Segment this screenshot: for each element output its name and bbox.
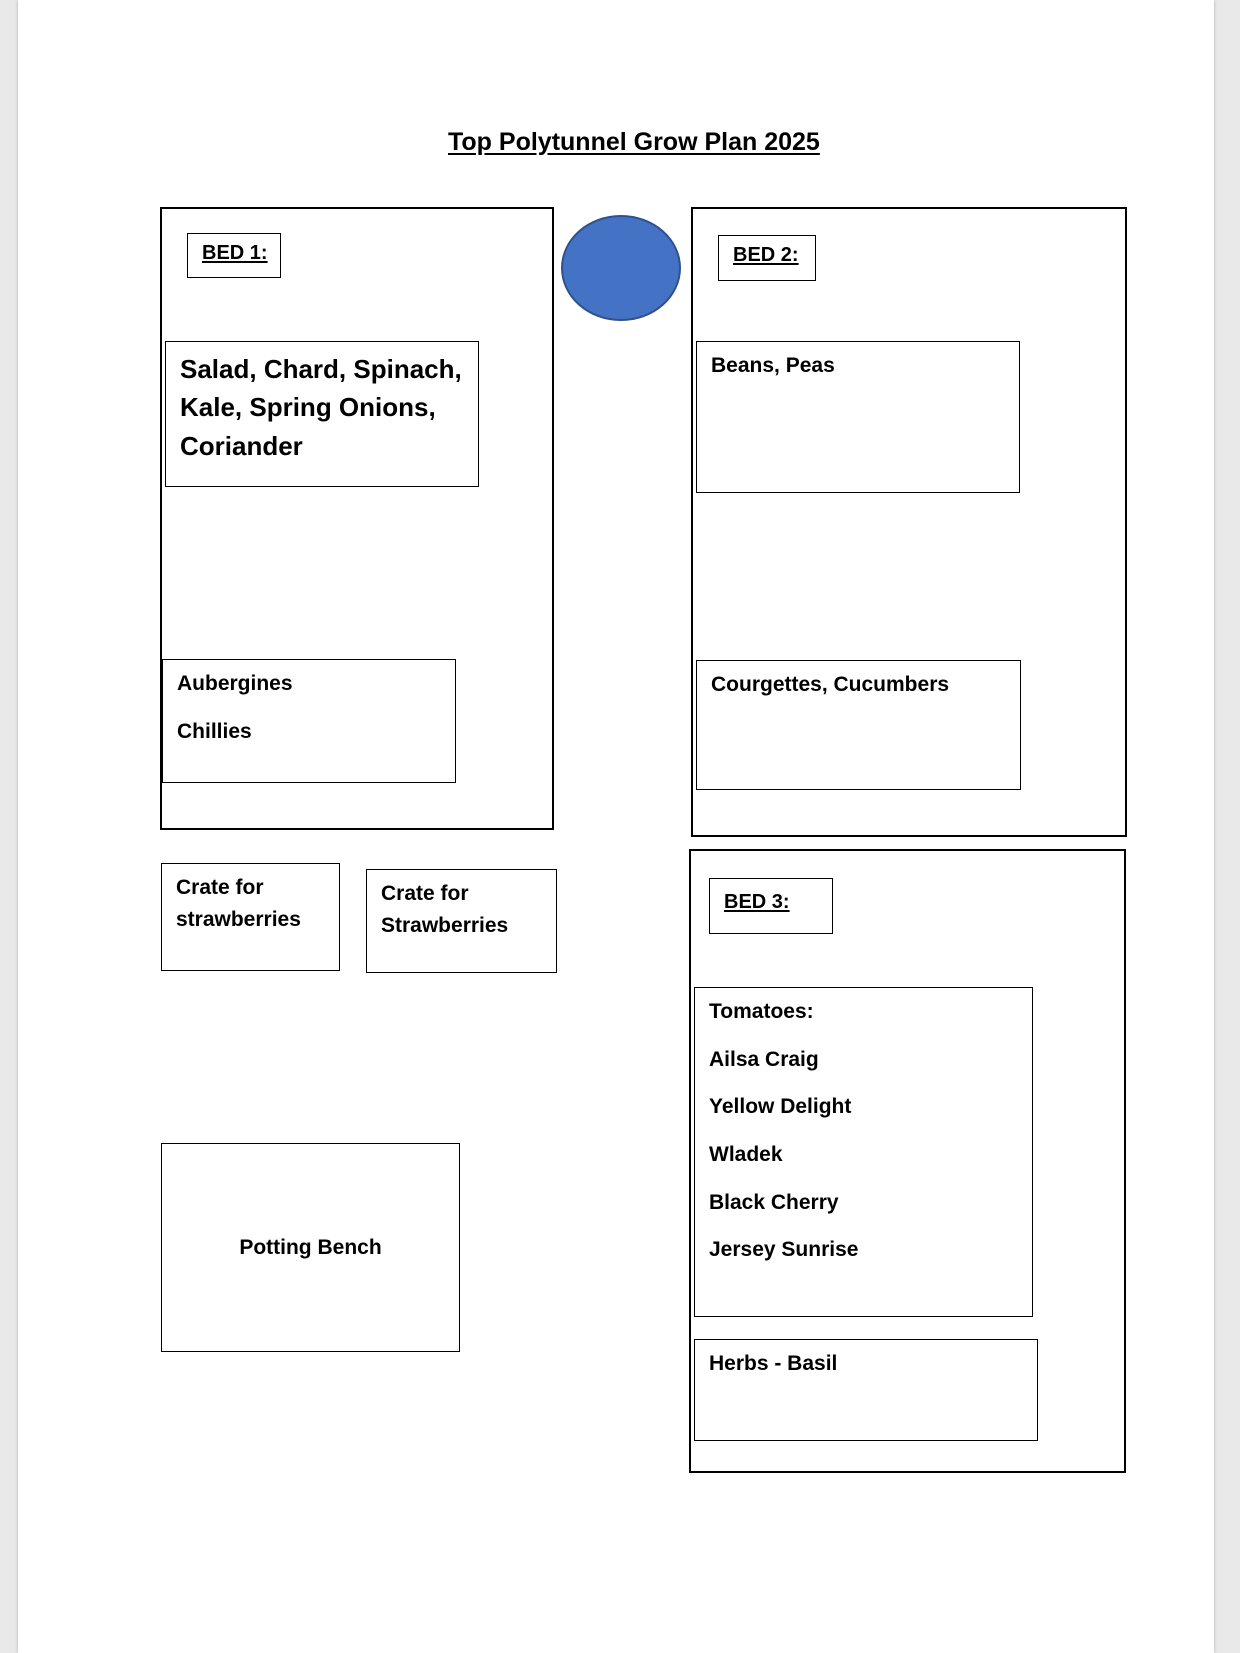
bed-1 bbox=[160, 207, 554, 830]
bed-3-tomatoes-text bbox=[695, 988, 1032, 1274]
page bbox=[18, 0, 1214, 1653]
bed-3-herbs-box bbox=[694, 1339, 1038, 1441]
bed-2-cucurbits-text: Courgettes, Cucumbers bbox=[711, 673, 950, 696]
bed-1-leafy-line: Salad, Chard, Spinach, bbox=[180, 354, 462, 384]
crate-line: Crate for bbox=[176, 876, 264, 899]
bed-2-label: BED 2: bbox=[733, 244, 799, 266]
potting-bench-label: Potting Bench bbox=[239, 1235, 382, 1259]
bed-2-cucurbits-box bbox=[696, 660, 1021, 790]
potting-bench bbox=[161, 1143, 460, 1352]
bed-1-label-box bbox=[187, 233, 281, 278]
page-title: Top Polytunnel Grow Plan 2025 bbox=[448, 128, 820, 156]
tomato-variety: Yellow Delight bbox=[709, 1095, 852, 1119]
bed-1-nightshade-text bbox=[163, 660, 455, 757]
bed-3-herbs-text: Herbs - Basil bbox=[709, 1352, 838, 1375]
tomatoes-heading: Tomatoes: bbox=[709, 1000, 814, 1023]
strawberry-crate-2-text bbox=[367, 870, 556, 941]
bed-1-leafy-line: Kale, Spring Onions, bbox=[180, 392, 436, 423]
bed-1-nightshade-box bbox=[162, 659, 456, 783]
crate-line: strawberries bbox=[176, 907, 301, 931]
tomato-variety: Ailsa Craig bbox=[709, 1047, 819, 1071]
bed-2-legumes-box bbox=[696, 341, 1020, 493]
crate-line: Strawberries bbox=[381, 913, 509, 937]
bed-1-leafy-box bbox=[165, 341, 479, 487]
bed-1-leafy-text bbox=[166, 342, 478, 465]
bed-1-leafy-line: Coriander bbox=[180, 430, 303, 461]
bed-3-tomatoes-box bbox=[694, 987, 1033, 1317]
bed-1-nightshade-line: Chillies bbox=[177, 720, 252, 744]
bed-3-label-box bbox=[709, 878, 833, 934]
bed-1-nightshade-line: Aubergines bbox=[177, 672, 293, 695]
water-butt-marker bbox=[561, 215, 681, 321]
strawberry-crate-1 bbox=[161, 863, 340, 971]
strawberry-crate-1-text bbox=[162, 864, 339, 935]
tomato-variety: Jersey Sunrise bbox=[709, 1238, 859, 1262]
bed-2 bbox=[691, 207, 1127, 837]
bed-2-legumes-text: Beans, Peas bbox=[711, 354, 835, 377]
tomato-variety: Wladek bbox=[709, 1142, 783, 1166]
bed-3-label: BED 3: bbox=[724, 891, 790, 913]
tomato-variety: Black Cherry bbox=[709, 1190, 839, 1214]
bed-3 bbox=[689, 849, 1126, 1473]
bed-1-label: BED 1: bbox=[202, 242, 268, 264]
strawberry-crate-2 bbox=[366, 869, 557, 973]
crate-line: Crate for bbox=[381, 882, 469, 905]
bed-2-label-box bbox=[718, 235, 816, 281]
